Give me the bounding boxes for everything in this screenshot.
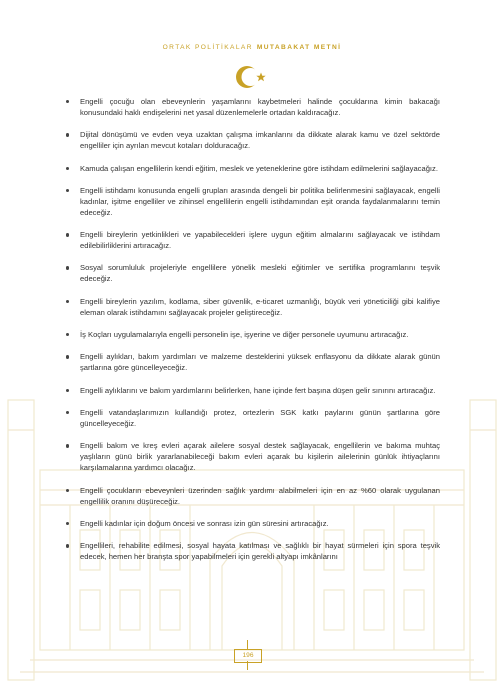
list-item-text: Engelli istihdamı konusunda engelli grupları arasında dengeli bir politika belirlenmesini sağlayacak, engelli kadınlar, işitme engelliler ve zihinsel engellilerin engelli istihdamından eşit oranda faydalanmalarını temin edeceğiz. [80,185,440,217]
list-item-text: Kamuda çalışan engellilerin kendi eğitim, meslek ve yeteneklerine göre istihdam edilmelerini sağlayacağız. [80,163,438,173]
list-item-text: Engelli bireylerin yazılım, kodlama, siber güvenlik, e-ticaret uzmanlığı, büyük veri yöneticiliği gibi kalifiye eleman olarak istihdamını sağlayacak projeler geliştireceğiz. [80,296,440,317]
bullet-icon [66,233,69,236]
page-number-line-bottom [247,661,248,670]
list-item-text: Engelli vatandaşlarımızın kullandığı protez, ortezlerin SGK katkı paylarını günün şartlarına göre güncelleyeceğiz. [80,407,440,428]
list-item [66,485,440,507]
bullet-icon [66,522,69,525]
list-item [66,329,440,340]
list-item-text: Engelli çocukların ebeveynleri üzerinden sağlık yardımı alabilmeleri için en az %60 olarak uygulanan engellilik oranını düşüreceğiz. [80,485,440,506]
running-header [0,44,504,51]
bullet-icon [66,300,69,303]
list-item [66,129,440,151]
list-item [66,185,440,218]
list-item-text: Engellileri, rehabilite edilmesi, sosyal hayata katılması ve sağlıklı bir hayat sürmeleri için spora teşvik edecek, hemen her branşta spor yapabilmeleri için gerekli altyapı imkânlarını [80,541,440,562]
list-item [66,385,440,396]
bullet-list [66,96,440,573]
list-item-text: Sosyal sorumluluk projeleriyle engellilere yönelik mesleki eğitimler ve sertifika programlarını teşvik edeceğiz. [80,263,440,284]
header-prefix: ORTAK POLİTİKALAR [162,44,253,51]
bullet-icon [66,189,69,192]
bullet-icon [66,489,69,492]
bullet-icon [66,355,69,358]
list-item-text: İş Koçları uygulamalarıyla engelli personelin işe, işyerine ve diğer personele uyumunu artıracağız. [80,330,409,340]
list-item [66,540,440,562]
list-item [66,163,440,174]
list-item-text: Engelli bireylerin yetkinlikleri ve yapabilecekleri işlere uygun eğitim almalarını sağlayacak ve istihdam edilebilirliklerini artıracağız. [80,230,440,251]
list-item-text: Engelli çocuğu olan ebeveynlerin yaşamlarını kaybetmeleri halinde çocuklarına kimin bakacağı konusundaki haklı endişelerini net yasal düzenlemelerle ortadan kaldıracağız. [80,97,440,117]
page-number: 196 [234,649,262,663]
list-item-text: Engelli aylıkları, bakım yardımları ve malzeme desteklerini yüksek enflasyonu da dikkate alarak günün şartlarına göre güncelleyeceğiz. [80,352,440,373]
list-item-text: Engelli bakım ve kreş evleri açarak ailelere sosyal destek sağlayacak, engellilerin ve bakıma muhtaç yaşlıların günü birlik yararlanabileceği bakım evleri açarak bu kişilerin ailelerinin günlük ihtiyaçlarını karşılamalarına yardımcı olacağız. [80,441,440,473]
page-number-line-top [247,640,248,649]
list-item [66,262,440,284]
list-item [66,407,440,429]
bullet-icon [66,266,69,269]
bullet-icon [66,133,69,136]
list-item [66,296,440,318]
header-title: MUTABAKAT METNİ [256,44,342,51]
list-item-text: Dijital dönüşümü ve evden veya uzaktan çalışma imkanlarını da dikkate alarak kamu ve özel sektörde engelliler için ayrılan mevcut kotaları dolduracağız. [80,130,440,151]
list-item-text: Engelli kadınlar için doğum öncesi ve sonrası izin gün süresini artıracağız. [80,518,329,528]
list-item [66,229,440,251]
bullet-icon [66,411,69,414]
list-item [66,518,440,529]
bullet-icon [66,333,69,336]
bullet-icon [66,544,69,547]
list-item-text: Engelli aylıklarını ve bakım yardımlarını belirlerken, hane içinde fert başına düşen gelir sınırını artıracağız. [80,385,436,395]
bullet-icon [66,444,69,447]
bullet-icon [66,167,69,170]
list-item [66,96,440,118]
crescent-star-icon [231,64,273,90]
list-item [66,351,440,373]
bullet-icon [66,100,69,103]
bullet-icon [66,389,69,392]
list-item [66,440,440,473]
